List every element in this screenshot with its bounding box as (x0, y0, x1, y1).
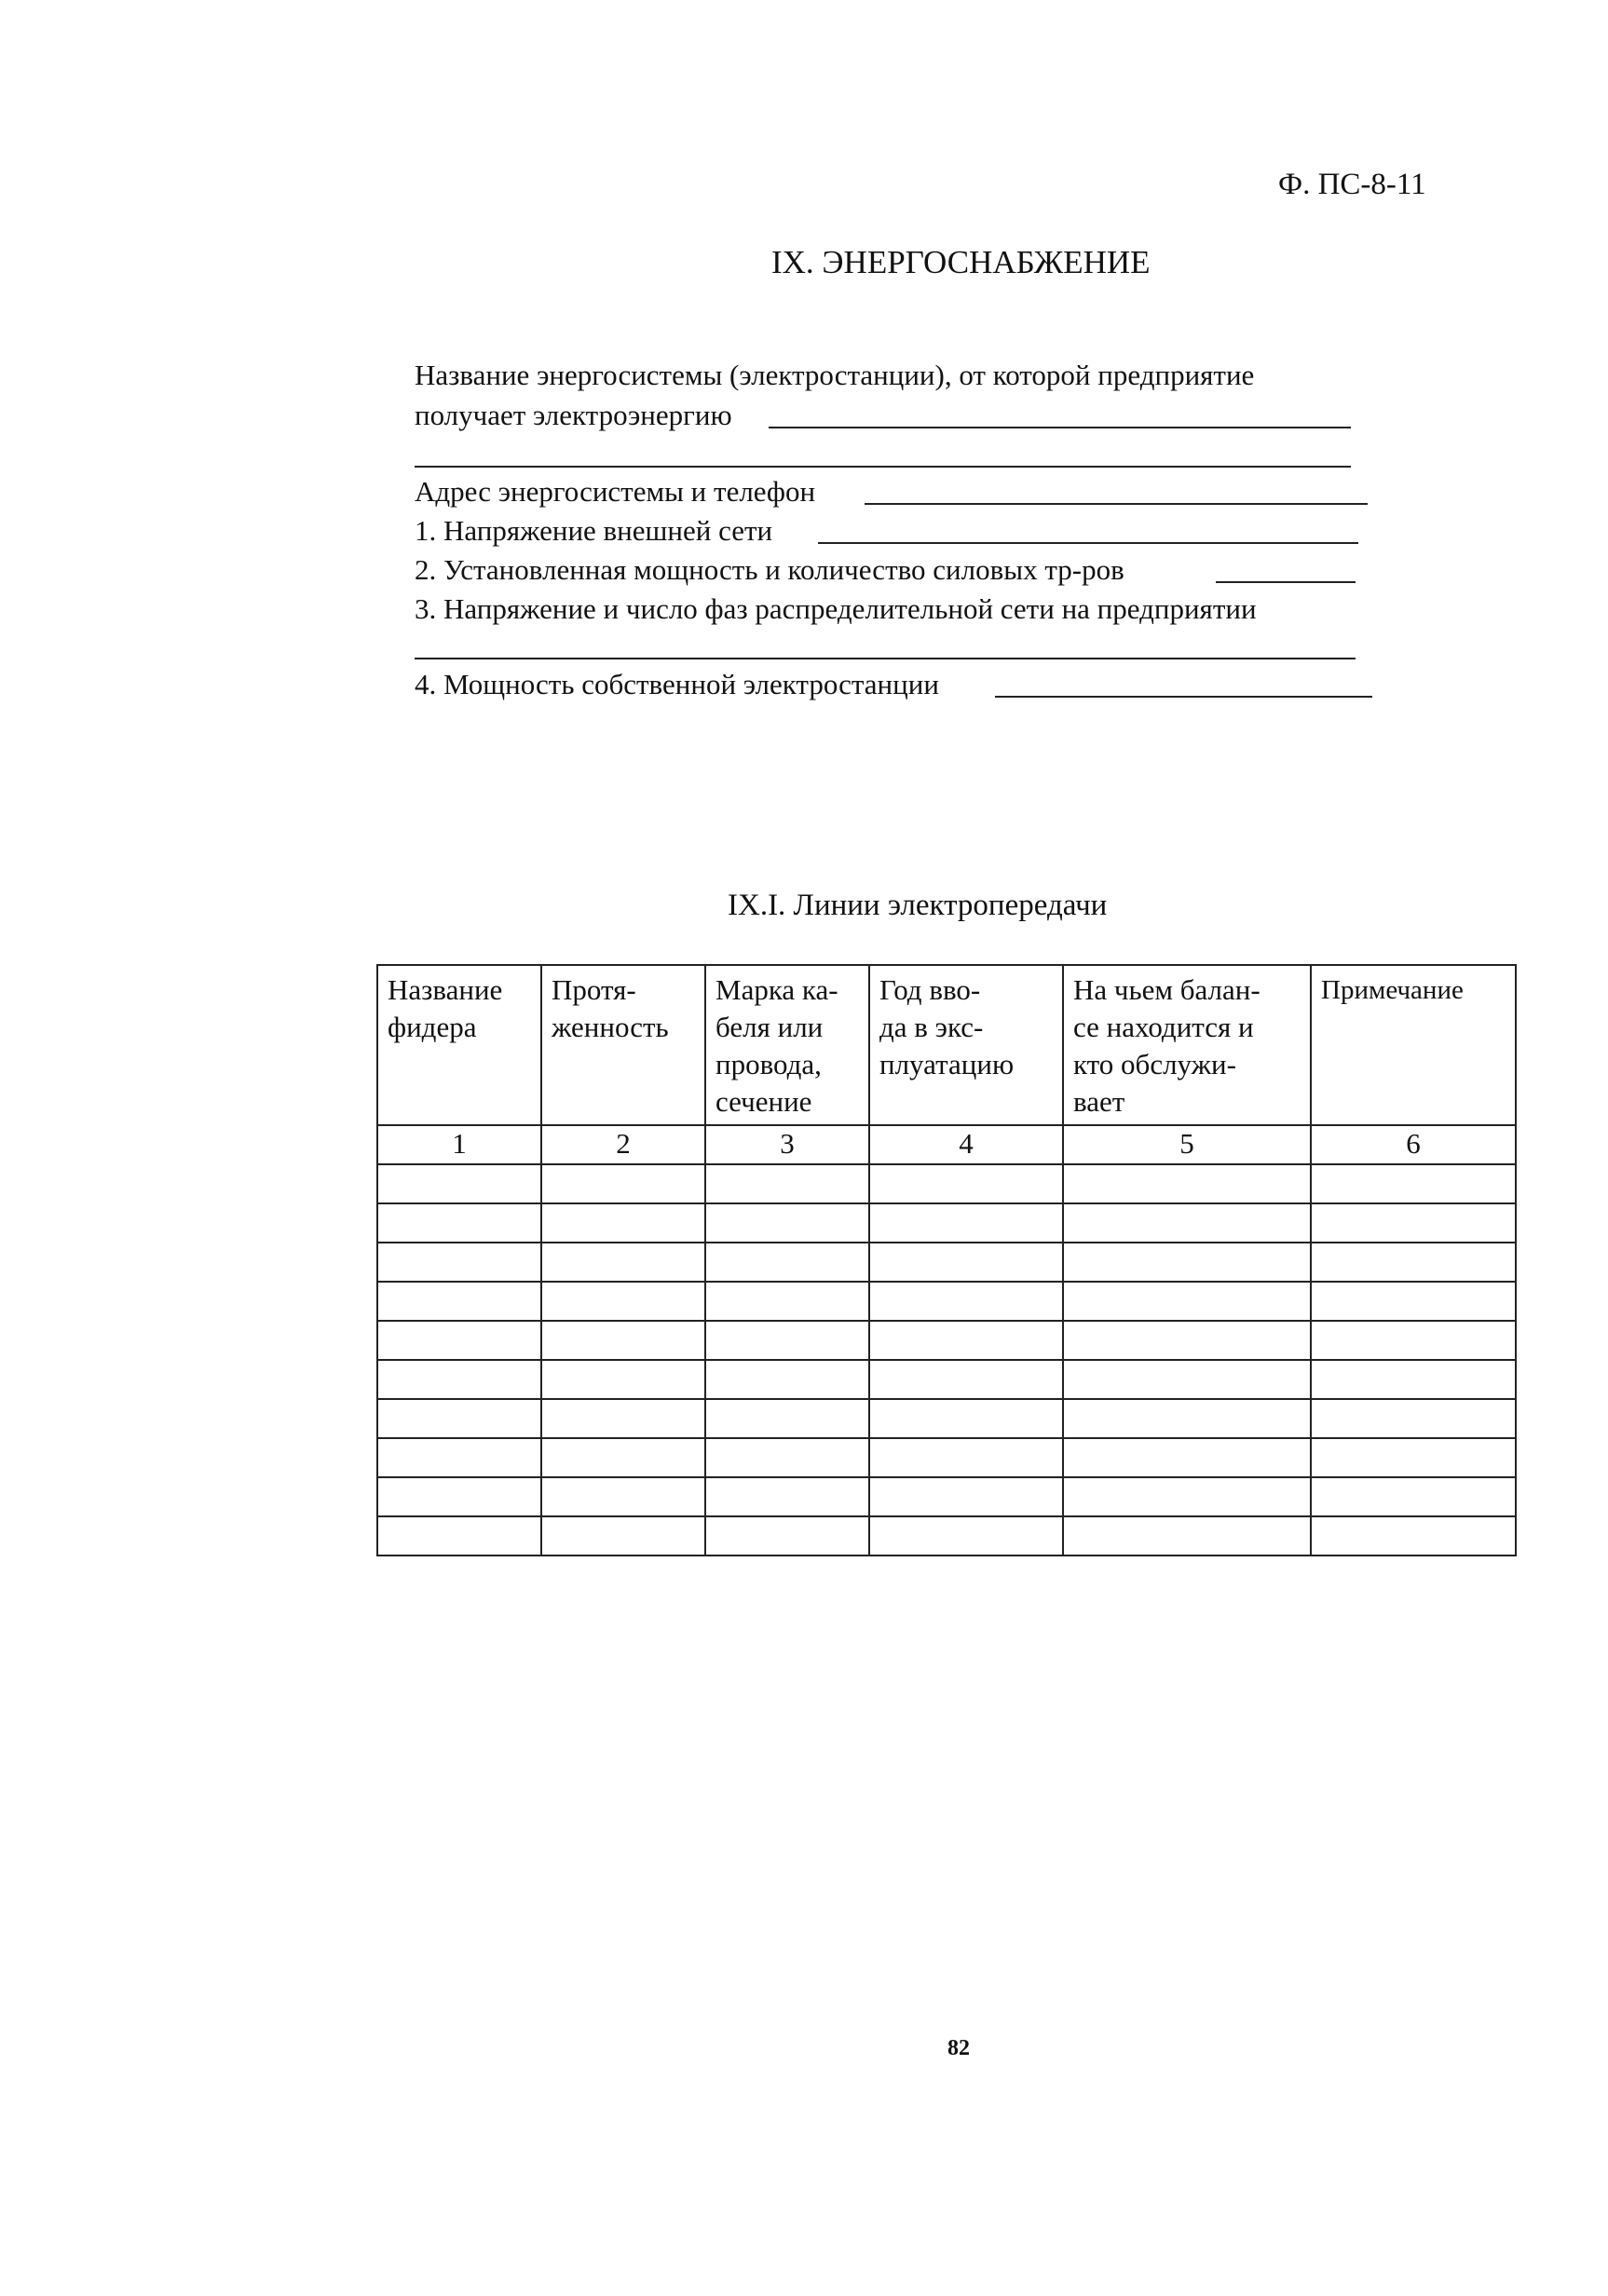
table-cell[interactable] (1063, 1203, 1311, 1243)
field-external-voltage-label: 1. Напряжение внешней сети (415, 514, 773, 547)
table-cell[interactable] (1063, 1399, 1311, 1438)
table-body (377, 1164, 1516, 1556)
field-distribution-voltage-label: 3. Напряжение и число фаз распределительной сети на предприятии (415, 592, 1257, 625)
table-cell[interactable] (1311, 1164, 1516, 1203)
table-header-row (377, 965, 1516, 1125)
table-cell[interactable] (1063, 1164, 1311, 1203)
column-header: Протя- женность (541, 965, 705, 1125)
table-cell[interactable] (1063, 1360, 1311, 1399)
table-cell[interactable] (541, 1516, 705, 1556)
table-cell[interactable] (705, 1203, 869, 1243)
table-cell[interactable] (705, 1282, 869, 1321)
column-header: Название фидера (377, 965, 541, 1125)
table-cell[interactable] (377, 1360, 541, 1399)
table-cell[interactable] (377, 1282, 541, 1321)
table-row (377, 1438, 1516, 1477)
table-cell[interactable] (869, 1438, 1063, 1477)
table-cell[interactable] (869, 1477, 1063, 1516)
table-cell[interactable] (869, 1360, 1063, 1399)
table-row (377, 1321, 1516, 1360)
table-cell[interactable] (705, 1164, 869, 1203)
table-cell[interactable] (869, 1203, 1063, 1243)
table-cell[interactable] (869, 1164, 1063, 1203)
field-installed-power-label: 2. Установленная мощность и количество силовых тр-ров (415, 553, 1124, 586)
table-cell[interactable] (541, 1243, 705, 1282)
table-cell[interactable] (541, 1360, 705, 1399)
field-address-label: Адрес энергосистемы и телефон (415, 475, 816, 508)
field-receives-electricity-label: получает электроэнергию (415, 399, 732, 431)
table-cell[interactable] (869, 1282, 1063, 1321)
table-cell[interactable] (1311, 1360, 1516, 1399)
table-row (377, 1203, 1516, 1243)
field-installed-power-line (1216, 581, 1356, 583)
table-cell[interactable] (705, 1243, 869, 1282)
column-number: 2 (541, 1125, 705, 1164)
table-cell[interactable] (869, 1243, 1063, 1282)
table-cell[interactable] (377, 1477, 541, 1516)
table-title: IX.I. Линии электропередачи (728, 889, 1108, 922)
table-cell[interactable] (705, 1399, 869, 1438)
table-row (377, 1516, 1516, 1556)
column-header: На чьем балан- се находится и кто обслужи- вает (1063, 965, 1311, 1125)
table-cell[interactable] (377, 1399, 541, 1438)
table-cell[interactable] (1311, 1516, 1516, 1556)
column-number-row (377, 1125, 1516, 1164)
form-code: Ф. ПС-8-11 (1278, 168, 1426, 201)
table-row (377, 1477, 1516, 1516)
table-row (377, 1282, 1516, 1321)
column-number: 3 (705, 1125, 869, 1164)
field-own-plant-power-line (995, 696, 1372, 698)
table-cell[interactable] (1063, 1477, 1311, 1516)
field-distribution-voltage-line (415, 658, 1356, 659)
table-cell[interactable] (705, 1438, 869, 1477)
table-cell[interactable] (377, 1203, 541, 1243)
table-cell[interactable] (705, 1360, 869, 1399)
table-row (377, 1360, 1516, 1399)
column-number: 4 (869, 1125, 1063, 1164)
table-cell[interactable] (705, 1321, 869, 1360)
table-cell[interactable] (1311, 1321, 1516, 1360)
field-continuation-line (415, 466, 1351, 468)
table-cell[interactable] (1311, 1243, 1516, 1282)
power-lines-table (376, 964, 1517, 1556)
field-receives-electricity-line (769, 427, 1351, 428)
table-cell[interactable] (1311, 1477, 1516, 1516)
table-row (377, 1399, 1516, 1438)
column-number: 1 (377, 1125, 541, 1164)
field-address-line (865, 503, 1368, 505)
table-cell[interactable] (1311, 1282, 1516, 1321)
table-cell[interactable] (1063, 1243, 1311, 1282)
table-cell[interactable] (705, 1477, 869, 1516)
table-cell[interactable] (377, 1243, 541, 1282)
table-cell[interactable] (1063, 1282, 1311, 1321)
table-cell[interactable] (1311, 1399, 1516, 1438)
table-cell[interactable] (869, 1516, 1063, 1556)
table-cell[interactable] (541, 1164, 705, 1203)
field-energy-system-name-label: Название энергосистемы (электростанции), от которой предприятие (415, 359, 1255, 391)
table-cell[interactable] (377, 1164, 541, 1203)
column-header: Год вво- да в экс- плуатацию (869, 965, 1063, 1125)
column-number: 6 (1311, 1125, 1516, 1164)
table-cell[interactable] (541, 1438, 705, 1477)
table-cell[interactable] (377, 1438, 541, 1477)
column-header: Марка ка- беля или провода, сечение (705, 965, 869, 1125)
section-title: IX. ЭНЕРГОСНАБЖЕНИЕ (771, 244, 1151, 280)
column-header: Примечание (1311, 965, 1516, 1125)
table-row (377, 1243, 1516, 1282)
table-cell[interactable] (541, 1282, 705, 1321)
field-external-voltage-line (818, 542, 1358, 544)
table-cell[interactable] (541, 1203, 705, 1243)
column-number: 5 (1063, 1125, 1311, 1164)
page-number: 82 (947, 2036, 970, 2060)
table-cell[interactable] (541, 1321, 705, 1360)
table-cell[interactable] (541, 1399, 705, 1438)
table-cell[interactable] (1311, 1438, 1516, 1477)
table-cell[interactable] (1063, 1438, 1311, 1477)
table-cell[interactable] (869, 1321, 1063, 1360)
table-cell[interactable] (1063, 1516, 1311, 1556)
table-cell[interactable] (705, 1516, 869, 1556)
table-cell[interactable] (869, 1399, 1063, 1438)
table-cell[interactable] (377, 1516, 541, 1556)
table-cell[interactable] (377, 1321, 541, 1360)
table-cell[interactable] (1063, 1321, 1311, 1360)
field-own-plant-power-label: 4. Мощность собственной электростанции (415, 668, 939, 700)
table-row (377, 1164, 1516, 1203)
table-cell[interactable] (1311, 1203, 1516, 1243)
table-cell[interactable] (541, 1477, 705, 1516)
